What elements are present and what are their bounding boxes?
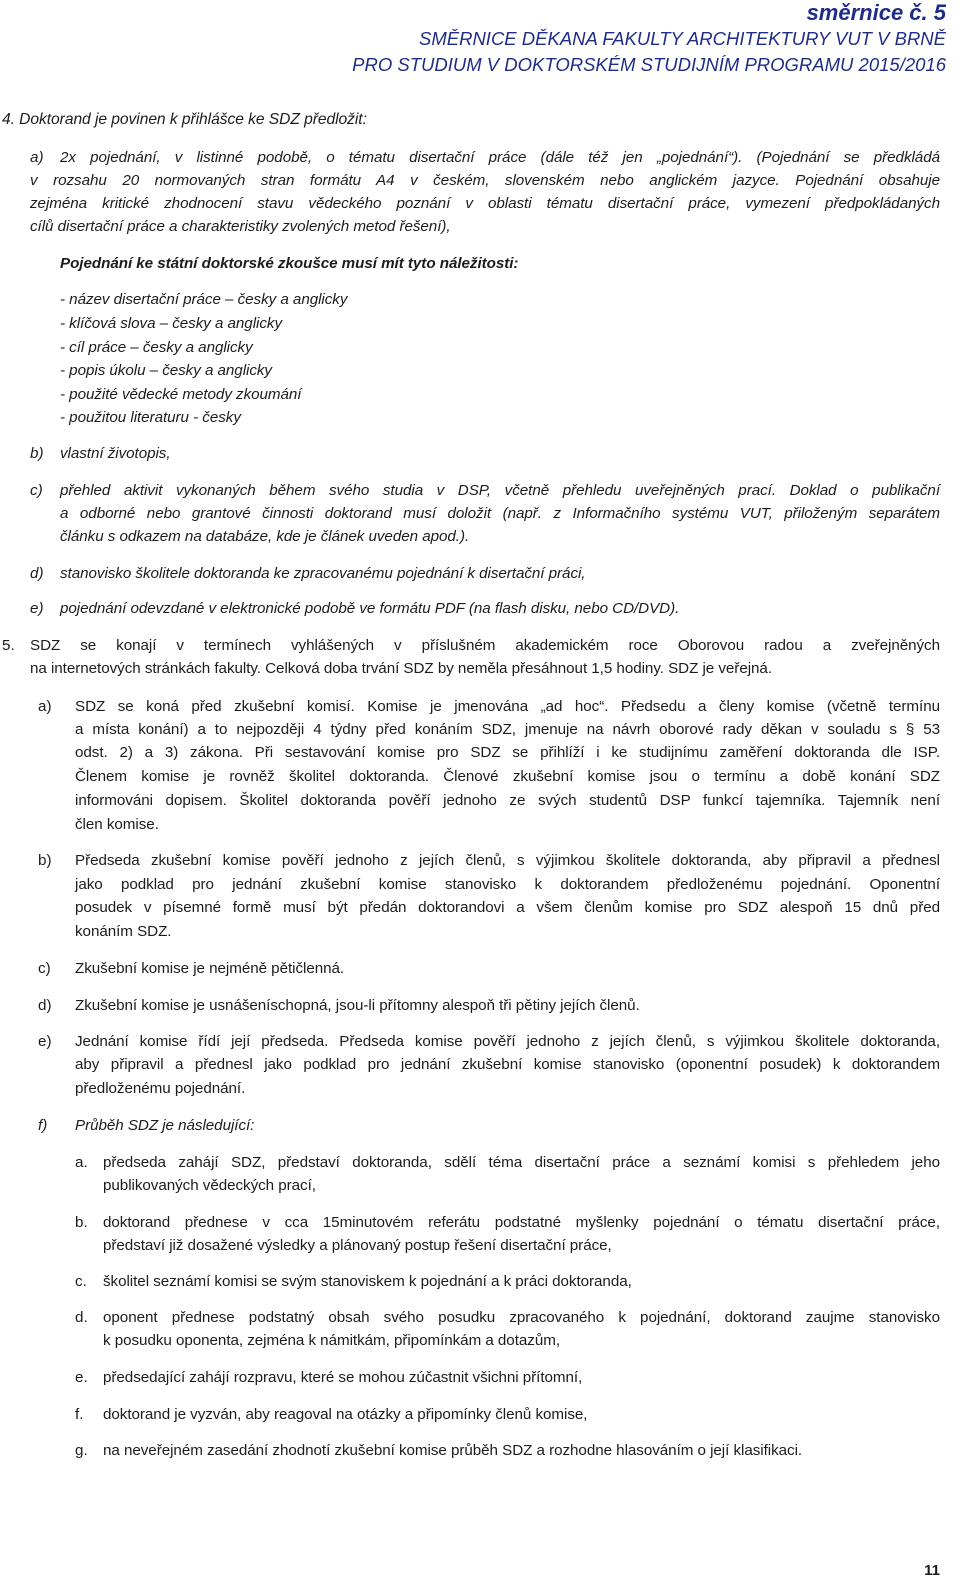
document-subtitle: PRO STUDIUM V DOKTORSKÉM STUDIJNÍM PROGRAMU 2015/2016: [352, 54, 946, 75]
step-label: d.: [75, 1309, 88, 1326]
step-label: f.: [75, 1406, 84, 1423]
item-b-text: vlastní životopis,: [60, 445, 171, 462]
section-5-line: na internetových stránkách fakulty. Celková doba trvání SDZ by neměla přesáhnout 1,5 hodiny. SDZ je veřejná.: [30, 660, 772, 677]
s5-d-text: Zkušební komise je usnášeníschopná, jsou-li přítomny alespoň tři pětiny jejích členů.: [75, 997, 640, 1014]
requirements-heading: Pojednání ke státní doktorské zkoušce musí mít tyto náležitosti:: [60, 255, 519, 272]
s5-f-text: Průběh SDZ je následující:: [75, 1117, 255, 1134]
requirement-item: - cíl práce – česky a anglicky: [60, 339, 253, 356]
item-d-label: d): [30, 565, 44, 582]
section-4-heading: 4. Doktorand je povinen k přihlášce ke SDZ předložit:: [2, 111, 367, 128]
item-c-line: článku s odkazem na databáze, kde je článek uveden apod.).: [60, 528, 470, 545]
requirement-item: - použité vědecké metody zkoumání: [60, 386, 302, 403]
step-line: školitel seznámí komisi se svým stanoviskem k pojednání a k práci doktoranda,: [103, 1273, 632, 1290]
directive-number: směrnice č. 5: [806, 0, 946, 25]
step-line: doktorand přednese v cca 15minutovém referátu podstatné myšlenky pojednání o tématu disertační práce,: [103, 1214, 940, 1231]
item-e-label: e): [30, 600, 44, 617]
step-line: předsedající zahájí rozpravu, které se mohou zúčastnit všichni přítomní,: [103, 1369, 583, 1386]
item-b-label: b): [30, 445, 44, 462]
step-label: b.: [75, 1214, 88, 1231]
step-label: g.: [75, 1442, 88, 1459]
s5-d-label: d): [38, 997, 52, 1014]
item-a-line: 2x pojednání, v listinné podobě, o tématu disertační práce (dále též jen „pojednání“). (Pojednání se předkládá: [60, 149, 940, 166]
s5-e-line: aby připravil a přednesl jako podklad pro jednání zkušební komise stanovisko (oponentní posudek) k doktorandem: [75, 1056, 940, 1073]
section-5-number: 5.: [2, 637, 15, 654]
s5-e-line: předloženému pojednání.: [75, 1080, 246, 1097]
requirement-item: - klíčová slova – česky a anglicky: [60, 315, 282, 332]
item-a-line: cílů disertační práce a charakteristiky zvolených metod řešení),: [30, 218, 451, 235]
step-line: předseda zahájí SDZ, představí doktoranda, sdělí téma disertační práce a seznámí komisi s přehledem jeho: [103, 1154, 940, 1171]
s5-e-line: Jednání komise řídí její předseda. Předseda komise pověří jednoho z jejích členů, s výjimkou školitele doktoranda,: [75, 1033, 940, 1050]
page-number: 11: [924, 1562, 940, 1579]
s5-a-line: člen komise.: [75, 816, 159, 833]
item-a-line: v rozsahu 20 normovaných stran formátu A4 v českém, slovenském nebo anglickém jazyce. Pojednání obsahuje: [30, 172, 940, 189]
s5-b-line: posudek v písemné formě musí být předán doktorandovi a všem členům komise pro SDZ alespoň 15 dnů před: [75, 899, 940, 916]
step-line: oponent přednese podstatný obsah svého posudku zpracovaného k pojednání, doktorand zaujme stanovisko: [103, 1309, 940, 1326]
s5-b-label: b): [38, 852, 52, 869]
item-e-text: pojednání odevzdané v elektronické podobě ve formátu PDF (na flash disku, nebo CD/DVD).: [60, 600, 680, 617]
s5-a-label: a): [38, 698, 52, 715]
s5-f-label: f): [38, 1117, 48, 1134]
step-label: e.: [75, 1369, 88, 1386]
step-line: publikovaných vědeckých prací,: [103, 1177, 316, 1194]
requirement-item: - popis úkolu – česky a anglicky: [60, 362, 272, 379]
s5-b-line: konáním SDZ.: [75, 923, 172, 940]
s5-a-line: odst. 2) a 3) zákona. Při sestavování komise pro SDZ se přihlíží i ke studijnímu zaměření doktoranda dle ISP.: [75, 744, 940, 761]
item-c-line: přehled aktivit vykonaných během svého studia v DSP, včetně přehledu uveřejněných prací. Doklad o publikační: [60, 482, 940, 499]
step-label: c.: [75, 1273, 87, 1290]
requirement-item: - použitou literaturu - česky: [60, 409, 241, 426]
item-c-line: a odborné nebo grantové činnosti doktorand musí doložit (např. z Informačního systému VUT, přiloženým separátem: [60, 505, 940, 522]
s5-e-label: e): [38, 1033, 52, 1050]
step-line: na neveřejném zasedání zhodnotí zkušební komise průběh SDZ a rozhodne hlasováním o její klasifikaci.: [103, 1442, 803, 1459]
document-title: SMĚRNICE DĚKANA FAKULTY ARCHITEKTURY VUT V BRNĚ: [419, 28, 946, 49]
item-a-label: a): [30, 149, 44, 166]
requirement-item: - název disertační práce – česky a anglicky: [60, 291, 348, 308]
s5-b-line: jako podklad pro jednání zkušební komise stanovisko k doktorandem předloženému pojednání. Oponentní: [75, 876, 940, 893]
step-line: představí již dosažené výsledky a plánovaný postup řešení disertační práce,: [103, 1237, 612, 1254]
s5-a-line: a místa konání) a to nejpozději 4 týdny před konáním SDZ, jmenuje na návrh oborové rady děkan v souladu s § 53: [75, 721, 940, 738]
s5-b-line: Předseda zkušební komise pověří jednoho z jejích členů, s výjimkou školitele doktoranda, aby připravil a přednesl: [75, 852, 940, 869]
s5-c-text: Zkušební komise je nejméně pětičlenná.: [75, 960, 345, 977]
step-label: a.: [75, 1154, 88, 1171]
section-5-line: SDZ se konají v termínech vyhlášených v příslušném akademickém roce Oborovou radou a zveřejněných: [30, 637, 940, 654]
step-line: doktorand je vyzván, aby reagoval na otázky a připomínky členů komise,: [103, 1406, 588, 1423]
item-d-text: stanovisko školitele doktoranda ke zpracovanému pojednání k disertační práci,: [60, 565, 586, 582]
s5-a-line: Členem komise je rovněž školitel doktoranda. Členové zkušební komise jsou o termínu a době konání SDZ: [75, 768, 940, 785]
item-a-line: zejména kritické zhodnocení stavu vědeckého poznání v oblasti tématu disertační práce, vymezení předpokládaných: [30, 195, 940, 212]
s5-a-line: SDZ se koná před zkušební komisí. Komise je jmenována „ad hoc“. Předsedu a členy komise (včetně termínu: [75, 698, 940, 715]
step-line: k posudku oponenta, zejména k námitkám, připomínkám a dotazům,: [103, 1332, 560, 1349]
item-c-label: c): [30, 482, 43, 499]
s5-a-line: informováni dopisem. Školitel doktoranda pověří jednoho ze svých studentů DSP funkcí tajemníka. Tajemník není: [75, 792, 940, 809]
s5-c-label: c): [38, 960, 51, 977]
